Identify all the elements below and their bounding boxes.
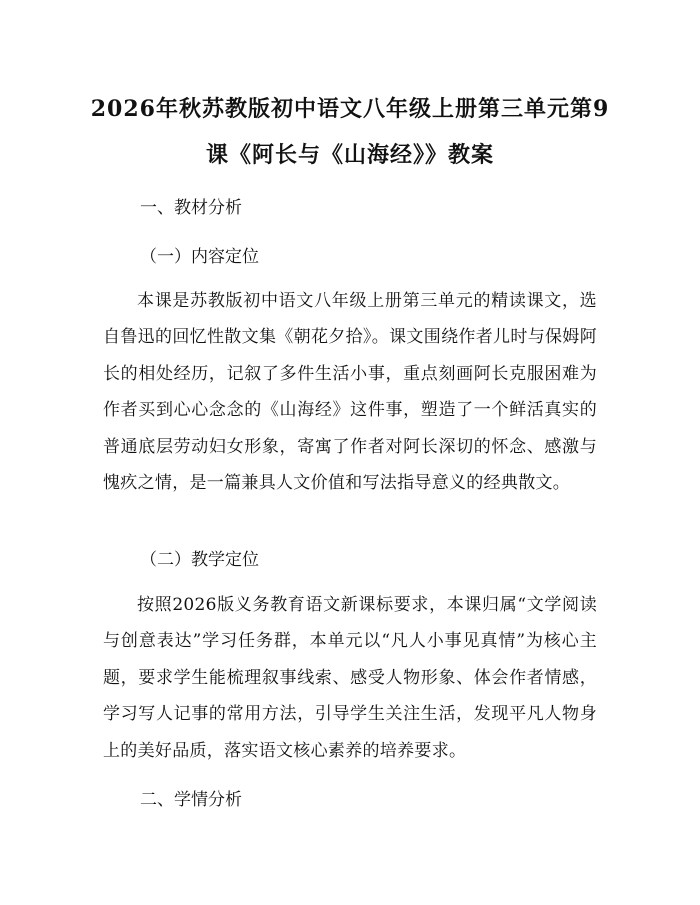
subsection-heading-teaching-positioning: （二）教学定位 xyxy=(140,550,259,570)
section-heading-learner-analysis: 二、学情分析 xyxy=(140,790,242,810)
paragraph-teaching-positioning: 按照2026版义务教育语文新课标要求，本课归属“文学阅读与创意表达”学习任务群，本单元以“凡人小事见真情”为核心主题，要求学生能梳理叙事线索、感受人物形象、体会作者情感，学习写人记事的常用方法，引导学生关注生活，发现平凡人物身上的美好品质，落实语文核心素养的培养要求。 xyxy=(103,595,597,761)
subsection-heading-content-positioning: （一）内容定位 xyxy=(140,247,259,267)
document-title: 2026年秋苏教版初中语文八年级上册第三单元第9课《阿长与《山海经》》教案 xyxy=(90,96,610,168)
section-heading-textbook-analysis: 一、教材分析 xyxy=(140,198,242,218)
paragraph-content-positioning: 本课是苏教版初中语文八年级上册第三单元的精读课文，选自鲁迅的回忆性散文集《朝花夕拾》。课文围绕作者儿时与保姆阿长的相处经历，记叙了多件生活小事，重点刻画阿长克服困难为作者买到心心念念的《山海经》这件事，塑造了一个鲜活真实的普通底层劳动妇女形象，寄寓了作者对阿长深切的怀念、感激与愧疚之情，是一篇兼具人文价值和写法指导意义的经典散文。 xyxy=(103,291,597,494)
